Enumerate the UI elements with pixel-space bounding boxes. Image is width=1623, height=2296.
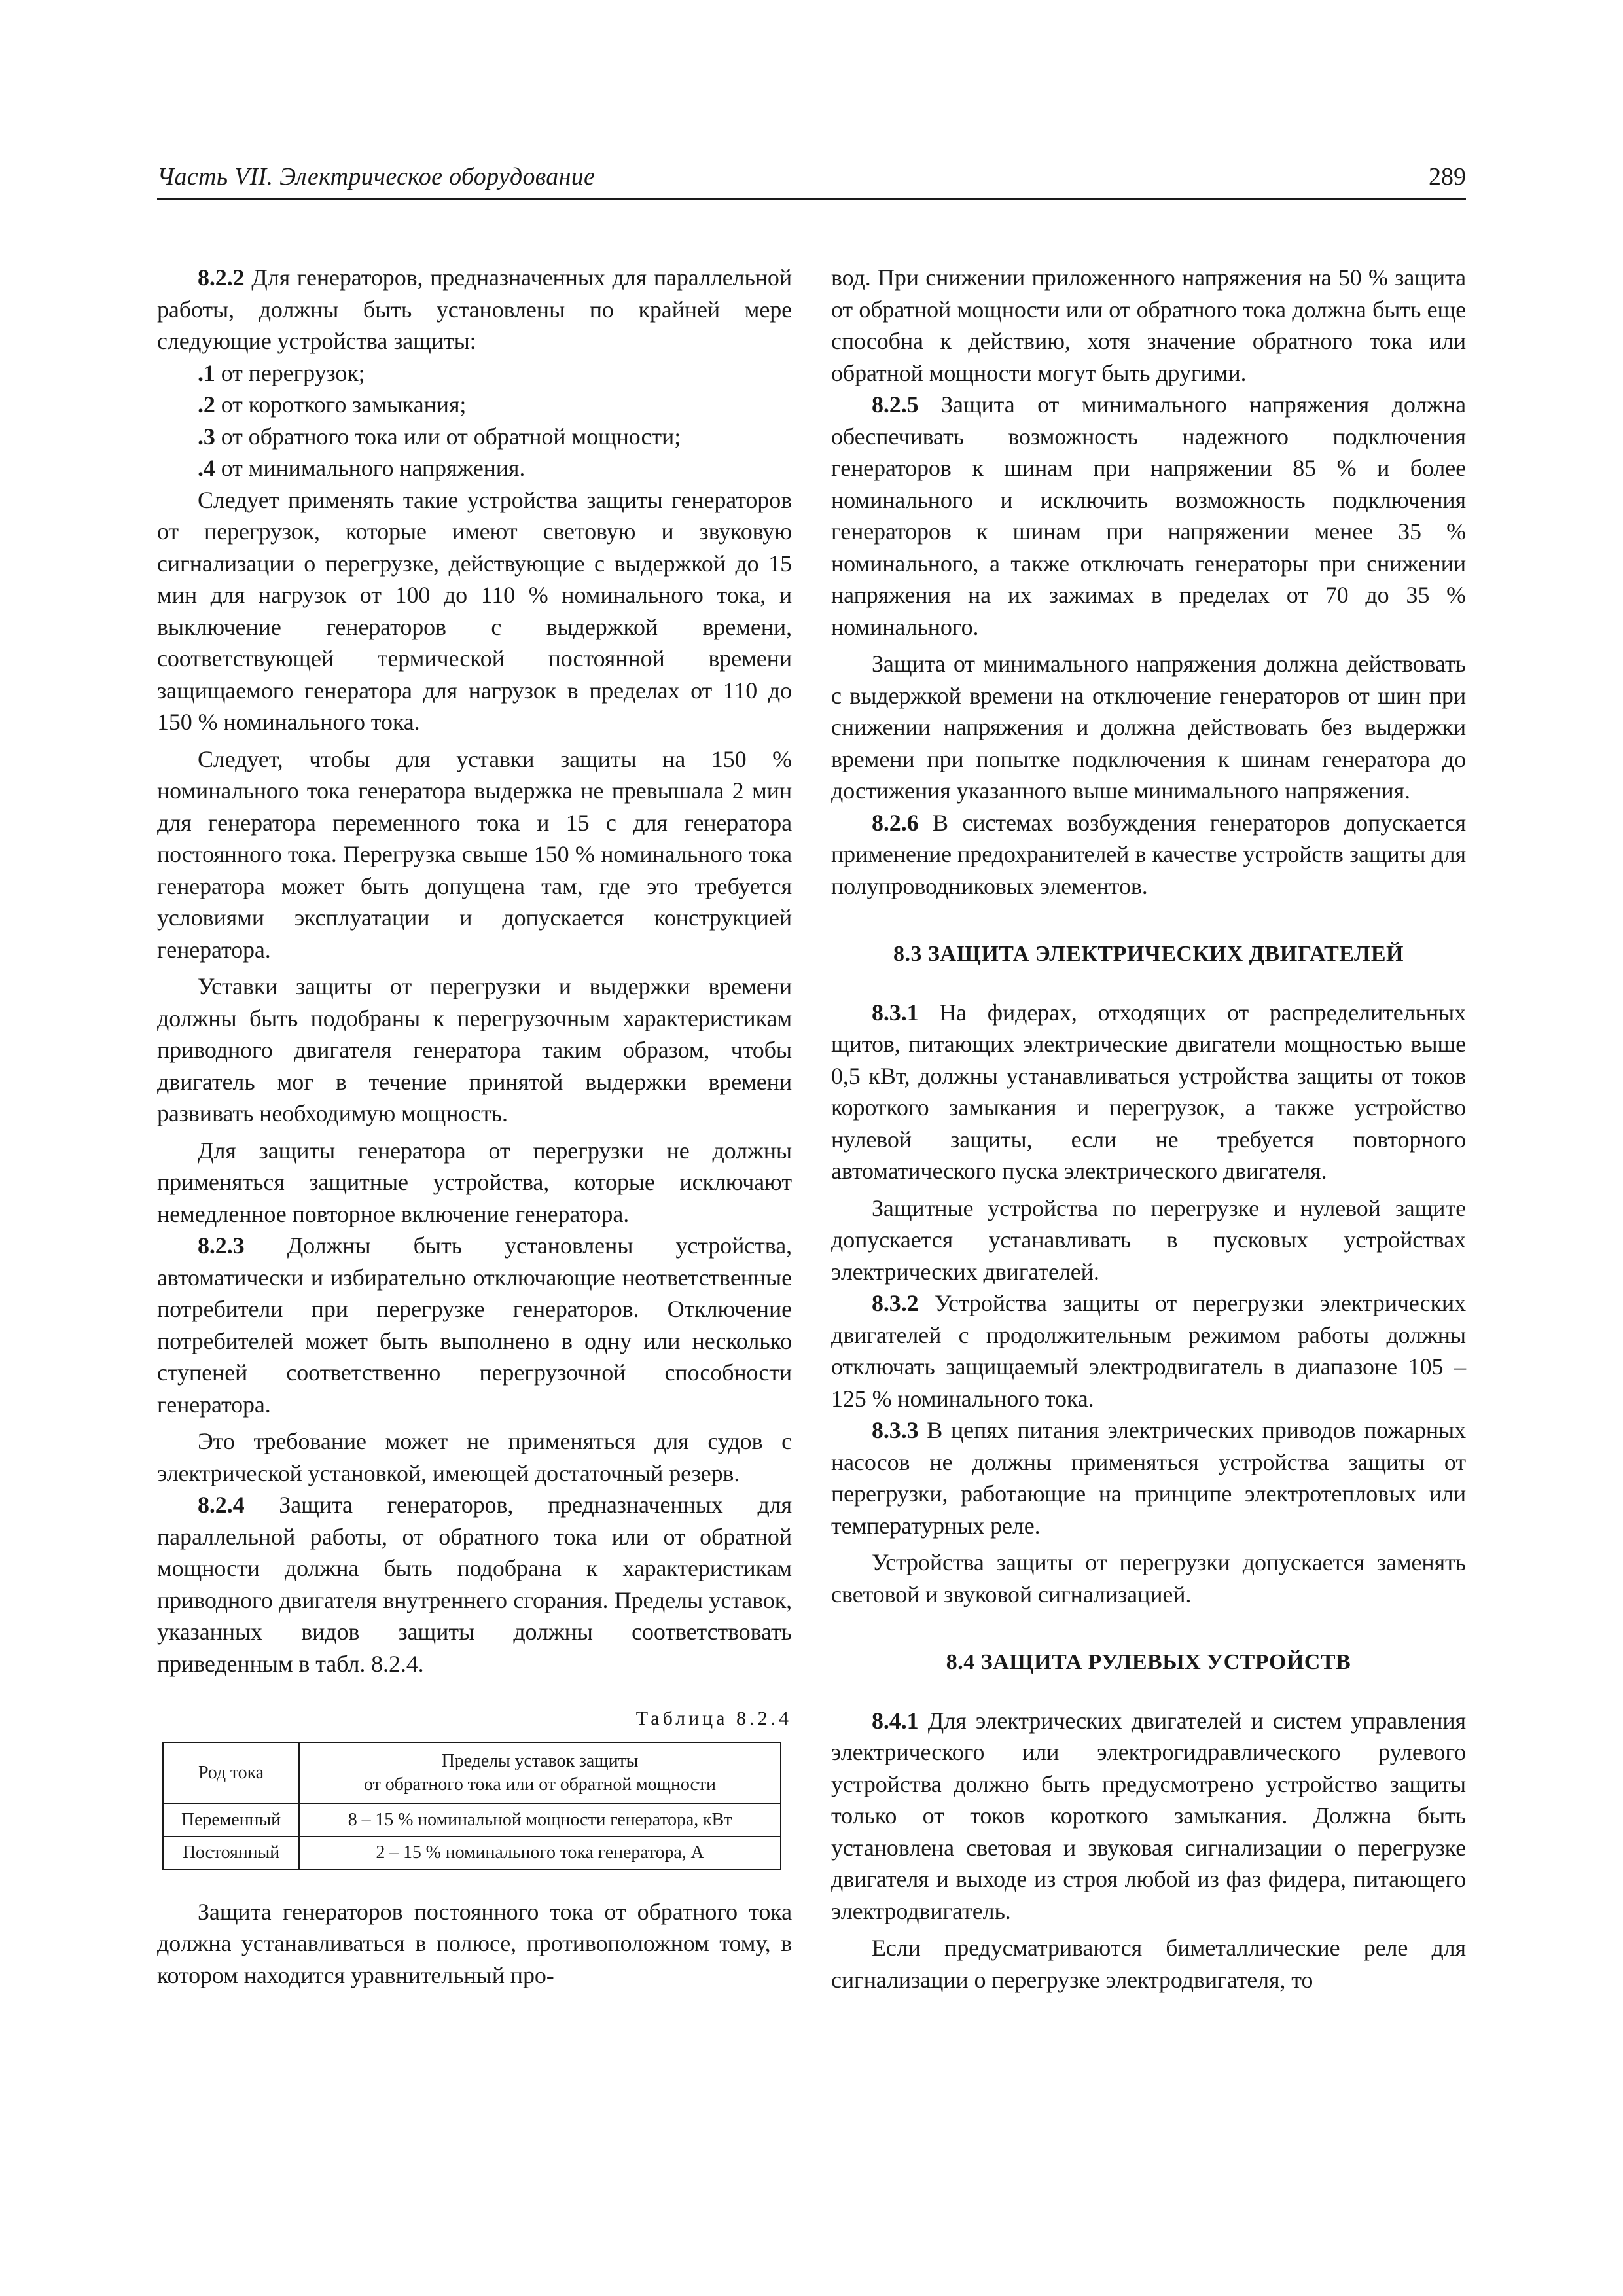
list-number: .1 (198, 359, 215, 386)
list-item (157, 389, 792, 421)
clause-number: 8.2.5 (872, 391, 919, 418)
paragraph: Защита генераторов постоянного тока от обратного тока должна устанавливаться в полюсе, противоположном тому, в котором находится уравнительный про- (157, 1898, 792, 1988)
list-item (157, 452, 792, 484)
table-cell-limits: 2 – 15 % номинального тока генератора, А (299, 1837, 781, 1869)
clause-number: 8.4.1 (872, 1707, 919, 1734)
paragraph-text: Устройства защиты от перегрузки электрических двигателей с продолжительным режимом работы должны отключать защищаемый электродвигатель в диапазоне 105 – 125 % номинального тока. (831, 1290, 1466, 1412)
paragraph-8-2-2 (157, 262, 792, 357)
paragraph-8-3-3 (831, 1414, 1466, 1541)
paragraph-text: Для электрических двигателей и систем управления электрического или электрогидравлического рулевого устройства должно быть предусмотрено устройство защиты только от токов короткого замыкания. Должна быть установлена световая и звуковая сигнализации о перегрузке двигателя и выходе из строя любой из фаз фидера, питающего электродвигатель. (831, 1707, 1466, 1924)
table-row (163, 1837, 781, 1869)
paragraph-8-4-1 (831, 1705, 1466, 1928)
table-cell-kind: Переменный (163, 1804, 299, 1837)
list-text: от минимального напряжения. (215, 455, 526, 481)
paragraph-text: Для генераторов, предназначенных для параллельной работы, должны быть установлены по крайней мере следующие устройства защиты: (157, 264, 792, 354)
table-header-current-type: Род тока (163, 1742, 299, 1804)
protection-limits-table (162, 1742, 781, 1870)
clause-number: 8.2.6 (872, 809, 919, 836)
table-header-limits (299, 1742, 781, 1804)
paragraph-8-2-6 (831, 807, 1466, 903)
paragraph: Если предусматриваются биметаллические реле для сигнализации о перегрузке электродвигателя, то (831, 1935, 1466, 1993)
table-header-limits-line2: от обратного тока или от обратной мощности (364, 1774, 716, 1795)
section-title-8-4: 8.4 ЗАЩИТА РУЛЕВЫХ УСТРОЙСТВ (946, 1650, 1351, 1674)
paragraph: Следует, чтобы для уставки защиты на 150 % номинального тока генератора выдержка не превышала 2 мин для генератора переменного тока и 15 с для генератора постоянного тока. Перегрузка свыше 150 % номинального тока генератора может быть допущена там, где это требуется условиями эксплуатации и допускается конструкцией генератора. (157, 745, 792, 963)
list-text: от обратного тока или от обратной мощности; (215, 423, 681, 450)
paragraph: Уставки защиты от перегрузки и выдержки времени должны быть подобраны к перегрузочным характеристикам приводного двигателя генератора таким образом, чтобы двигатель мог в течение принятой выдержки времени развивать необходимую мощность. (157, 973, 792, 1126)
table-cell-limits: 8 – 15 % номинальной мощности генератора, кВт (299, 1804, 781, 1837)
list-text: от короткого замыкания; (215, 391, 467, 418)
clause-number: 8.2.3 (198, 1232, 245, 1259)
list-item (157, 357, 792, 389)
paragraph-text: В системах возбуждения генераторов допускается применение предохранителей в качестве устройств защиты для полупроводниковых элементов. (831, 809, 1466, 899)
page-header (157, 157, 1466, 200)
list-number: .3 (198, 423, 215, 450)
paragraph-8-3-2 (831, 1287, 1466, 1414)
paragraph: Следует применять такие устройства защиты генераторов от перегрузок, которые имеют световую и звуковую сигнализации о перегрузке, действующие с выдержкой до 15 мин для нагрузок от 100 до 110 % номинального тока, и выключение генераторов с выдержкой времени, соответствующей термической постоянной времени защищаемого генератора для нагрузок в пределах от 110 до 150 % номинального тока. (157, 486, 792, 735)
paragraph-8-3-1 (831, 997, 1466, 1187)
paragraph: Устройства защиты от перегрузки допускается заменять световой и звуковой сигнализацией. (831, 1549, 1466, 1607)
paragraph-text: Защита от минимального напряжения должна обеспечивать возможность надежного подключения генераторов к шинам при напряжении 85 % и более номинального и исключить возможность подключения генераторов к шинам при напряжении менее 35 % номинального, а также отключать генераторы при снижении напряжения на их зажимах в пределах от 70 до 35 % номинального. (831, 391, 1466, 640)
section-title-8-3: 8.3 ЗАЩИТА ЭЛЕКТРИЧЕСКИХ ДВИГАТЕЛЕЙ (893, 942, 1404, 966)
clause-number: 8.3.3 (872, 1417, 919, 1443)
table-row (163, 1804, 781, 1837)
paragraph-8-2-4 (157, 1489, 792, 1679)
clause-number: 8.3.2 (872, 1290, 919, 1316)
paragraph-8-2-5 (831, 389, 1466, 643)
right-column (831, 262, 1466, 1996)
clause-number: 8.2.4 (198, 1492, 245, 1518)
running-title: Часть VII. Электрическое оборудование (157, 163, 596, 190)
table-header-limits-line1: Пределы уставок защиты (441, 1750, 639, 1771)
list-number: .2 (198, 391, 215, 418)
paragraph-text: Должны быть установлены устройства, автоматически и избирательно отключающие неответственные потребители при перегрузке генераторов. Отключение потребителей может быть выполнено в одну или несколько ступеней соответственно перегрузочной способности генератора. (157, 1232, 792, 1418)
paragraph-text: На фидерах, отходящих от распределительных щитов, питающих электрические двигатели мощностью выше 0,5 кВт, должны устанавливаться устройства защиты от токов короткого замыкания и перегрузок, а также устройство нулевой защиты, если не требуется повторного автоматического пуска электрического двигателя. (831, 999, 1466, 1184)
left-column (157, 262, 792, 1991)
paragraph: вод. При снижении приложенного напряжения на 50 % защита от обратной мощности или от обратного тока должна быть еще способна к действию, хотя значение обратного тока или обратной мощности могут быть другими. (831, 264, 1466, 386)
table-header-row (163, 1742, 781, 1804)
paragraph: Защита от минимального напряжения должна действовать с выдержкой времени на отключение генераторов от шин при снижении напряжения и должна действовать без выдержки времени при попытке подключения к шинам генератора до достижения указанного выше минимального напряжения. (831, 651, 1466, 804)
paragraph-text: В цепях питания электрических приводов пожарных насосов не должны применяться устройства защиты от перегрузки, работающие на принципе электротепловых или температурных реле. (831, 1417, 1466, 1539)
table-caption: Таблица 8.2.4 (635, 1708, 792, 1729)
clause-number: 8.3.1 (872, 999, 919, 1026)
page-number: 289 (1429, 163, 1466, 190)
paragraph-8-2-3 (157, 1230, 792, 1420)
list-item (157, 421, 792, 453)
paragraph-text: Защита генераторов, предназначенных для параллельной работы, от обратного тока или от обратной мощности должна быть подобрана к характеристикам приводного двигателя внутреннего сгорания. Пределы уставок, указанных видов защиты должны соответствовать приведенным в табл. 8.2.4. (157, 1492, 792, 1677)
paragraph: Для защиты генератора от перегрузки не должны применяться защитные устройства, которые исключают немедленное повторное включение генератора. (157, 1137, 792, 1227)
list-number: .4 (198, 455, 215, 481)
table-cell-kind: Постоянный (163, 1837, 299, 1869)
paragraph: Это требование может не применяться для судов с электрической установкой, имеющей достаточный резерв. (157, 1428, 792, 1486)
clause-number: 8.2.2 (198, 264, 245, 291)
list-text: от перегрузок; (215, 359, 365, 386)
paragraph: Защитные устройства по перегрузке и нулевой защите допускается устанавливать в пусковых устройствах электрических двигателей. (831, 1194, 1466, 1285)
